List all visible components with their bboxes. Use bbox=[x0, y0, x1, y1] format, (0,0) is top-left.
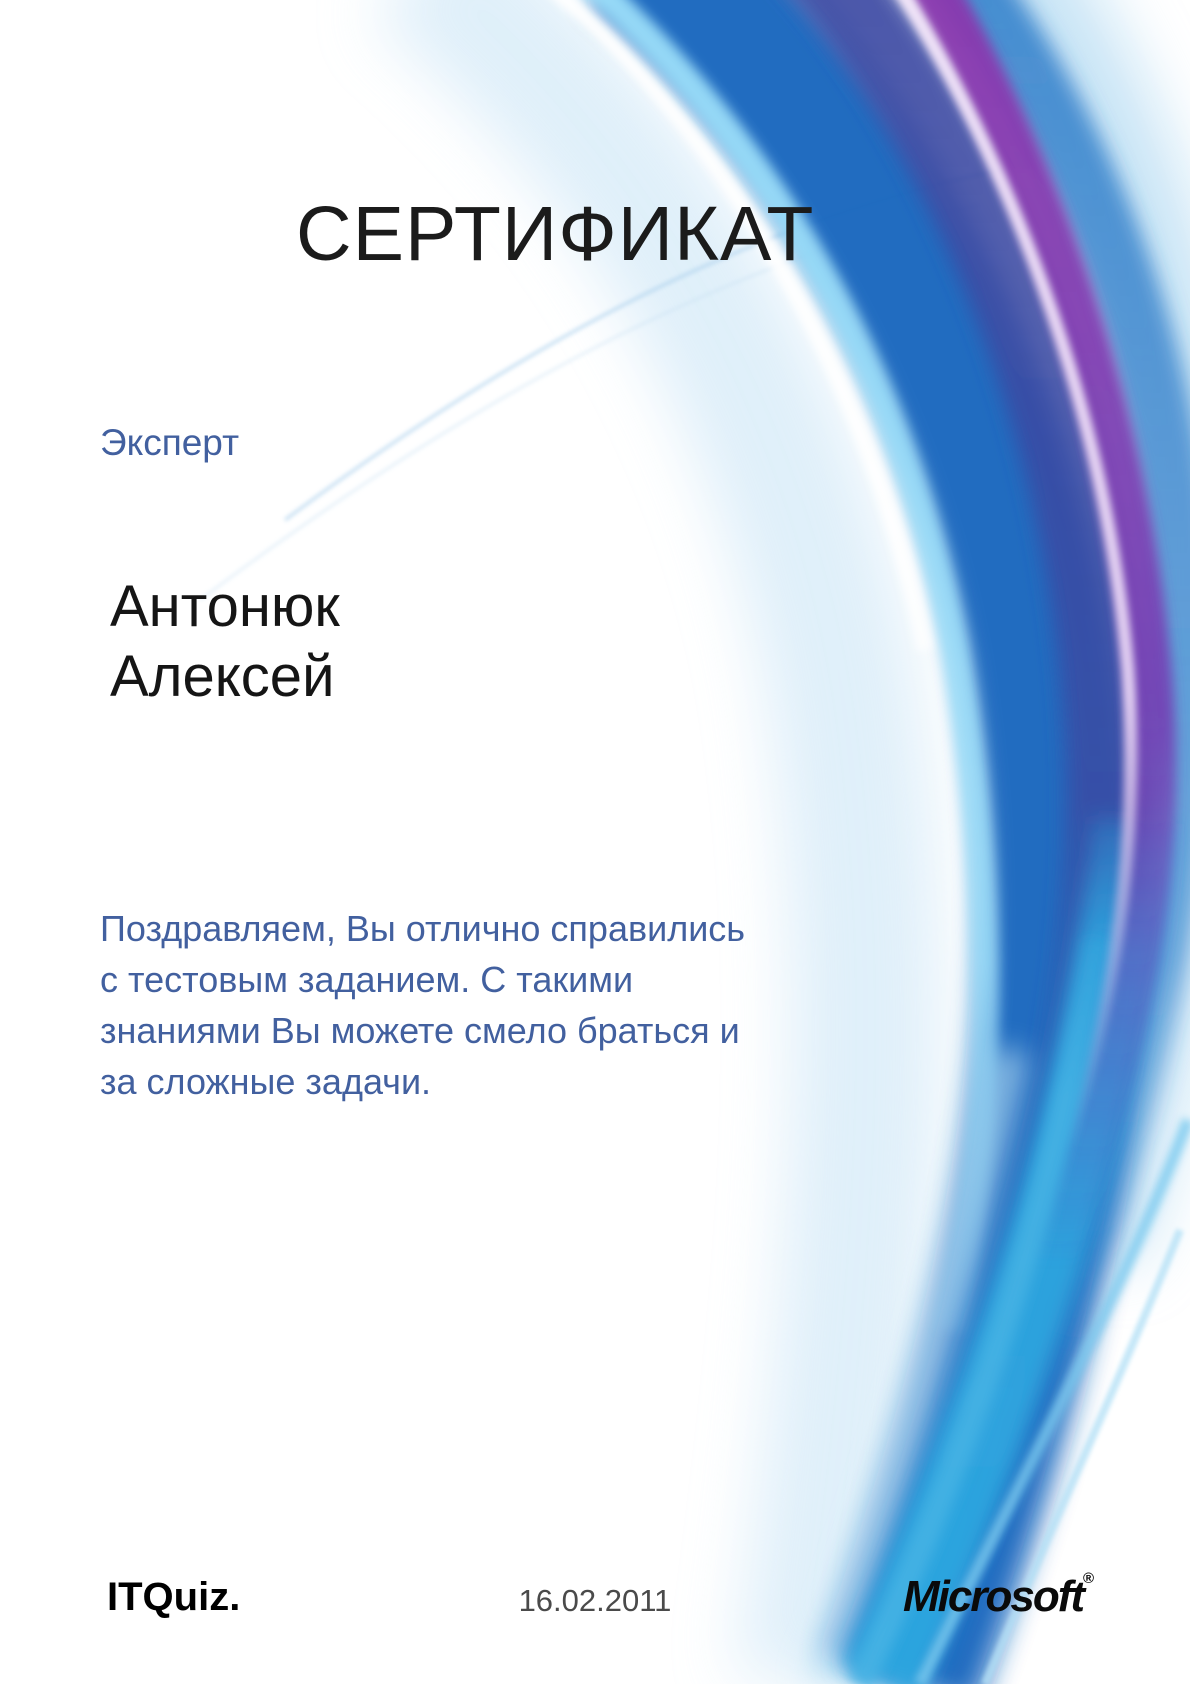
microsoft-logo bbox=[903, 1570, 1094, 1622]
issue-date: 16.02.2011 bbox=[518, 1583, 672, 1618]
message-line: Поздравляем, Вы отлично справились bbox=[100, 908, 746, 949]
recipient-name-line2: Алексей bbox=[110, 644, 335, 709]
recipient-name bbox=[110, 572, 340, 712]
registered-trademark-symbol: ® bbox=[1083, 1570, 1095, 1587]
message-line: знаниями Вы можете смело браться и bbox=[100, 1010, 740, 1051]
qualification-label: Эксперт bbox=[100, 422, 240, 463]
itquiz-logo: ITQuiz. bbox=[107, 1575, 241, 1619]
congratulation-message bbox=[100, 903, 745, 1107]
recipient-name-line1: Антонюк bbox=[110, 574, 340, 639]
microsoft-logo-text: Microsoft bbox=[903, 1572, 1083, 1621]
message-line: с тестовым заданием. С такими bbox=[100, 959, 634, 1000]
message-line: за сложные задачи. bbox=[100, 1061, 432, 1102]
certificate-title: СЕРТИФИКАТ bbox=[296, 191, 815, 277]
